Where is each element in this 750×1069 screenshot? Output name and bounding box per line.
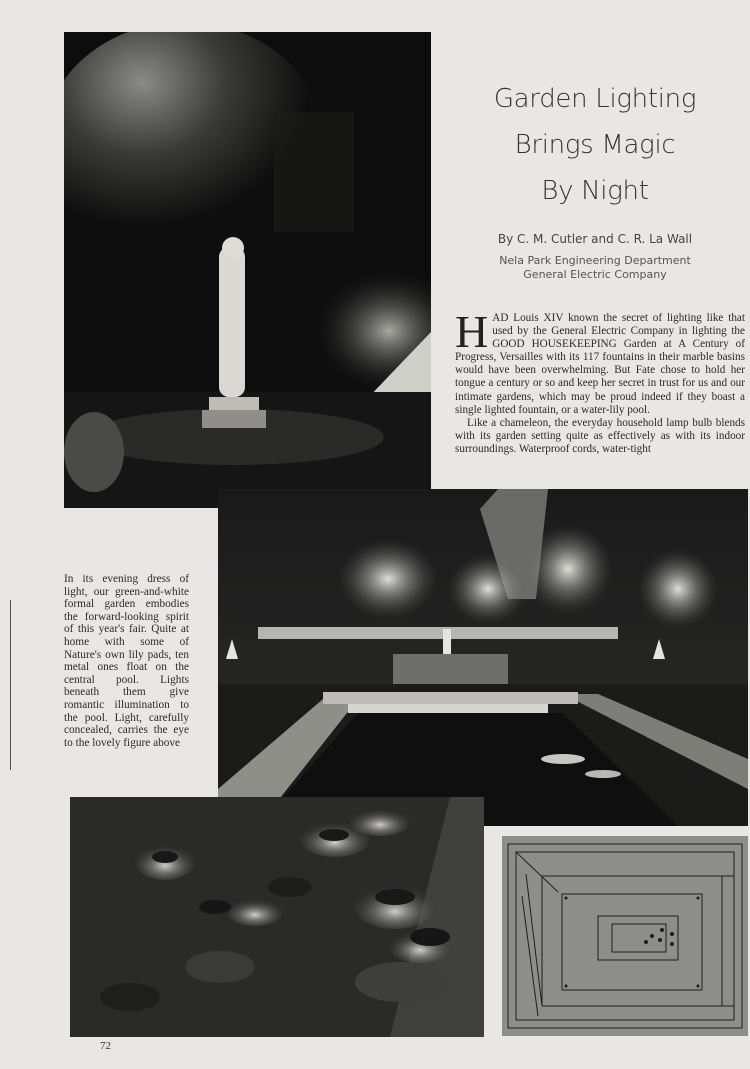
byline: By C. M. Cutler and C. R. La Wall [497, 232, 693, 246]
affiliation-line-1: Nela Park Engineering Department [499, 254, 691, 267]
page-number: 72 [100, 1040, 111, 1052]
photo-caption: In its evening dress of light, our green-and-white formal garden embodies the forward-looking spirit of this year's fair. Quite at home with some of Nature's own lily pads, ten metal ones float on the central pool. Lights beneath them give romantic illumination to the pool. Light, carefully concealed, carries the eye to the lovely figure above [64, 573, 189, 749]
garden-pool-photo [218, 489, 748, 826]
paragraph-1-text: AD Louis XIV known the secret of lighting like that used by the General Electric Company in lighting the GOOD HOUSEKEEPING Garden at A Century of Progress, Versailles with its 117 fountains in their marble basins would have been overwhelming. But Fate chose to hold her tongue a century or so and keep her secret in trust for us and our intimate gardens, which may be proud indeed if they boast a single lighted fountain, or a water-lily pool. [455, 312, 745, 416]
statue-photo [64, 32, 431, 508]
affiliation-line-2: General Electric Company [523, 268, 667, 281]
paragraph-1 [455, 306, 745, 417]
margin-rule [10, 600, 11, 770]
article-title-line-2: Brings Magic [514, 130, 676, 160]
article-body [455, 306, 745, 456]
article-title-line-3: By Night [541, 176, 649, 206]
paragraph-2: Like a chameleon, the everyday household lamp bulb blends with its garden setting quite as effectively as with its indoor surroundings. Waterproof cords, water-tight [455, 416, 745, 455]
drop-cap: H [455, 306, 489, 357]
distant-statue [443, 629, 451, 654]
garden-plan-diagram [502, 836, 748, 1036]
lily-pads-photo [70, 797, 484, 1037]
article-title-line-1: Garden Lighting [493, 84, 697, 114]
statue-figure [219, 247, 245, 397]
